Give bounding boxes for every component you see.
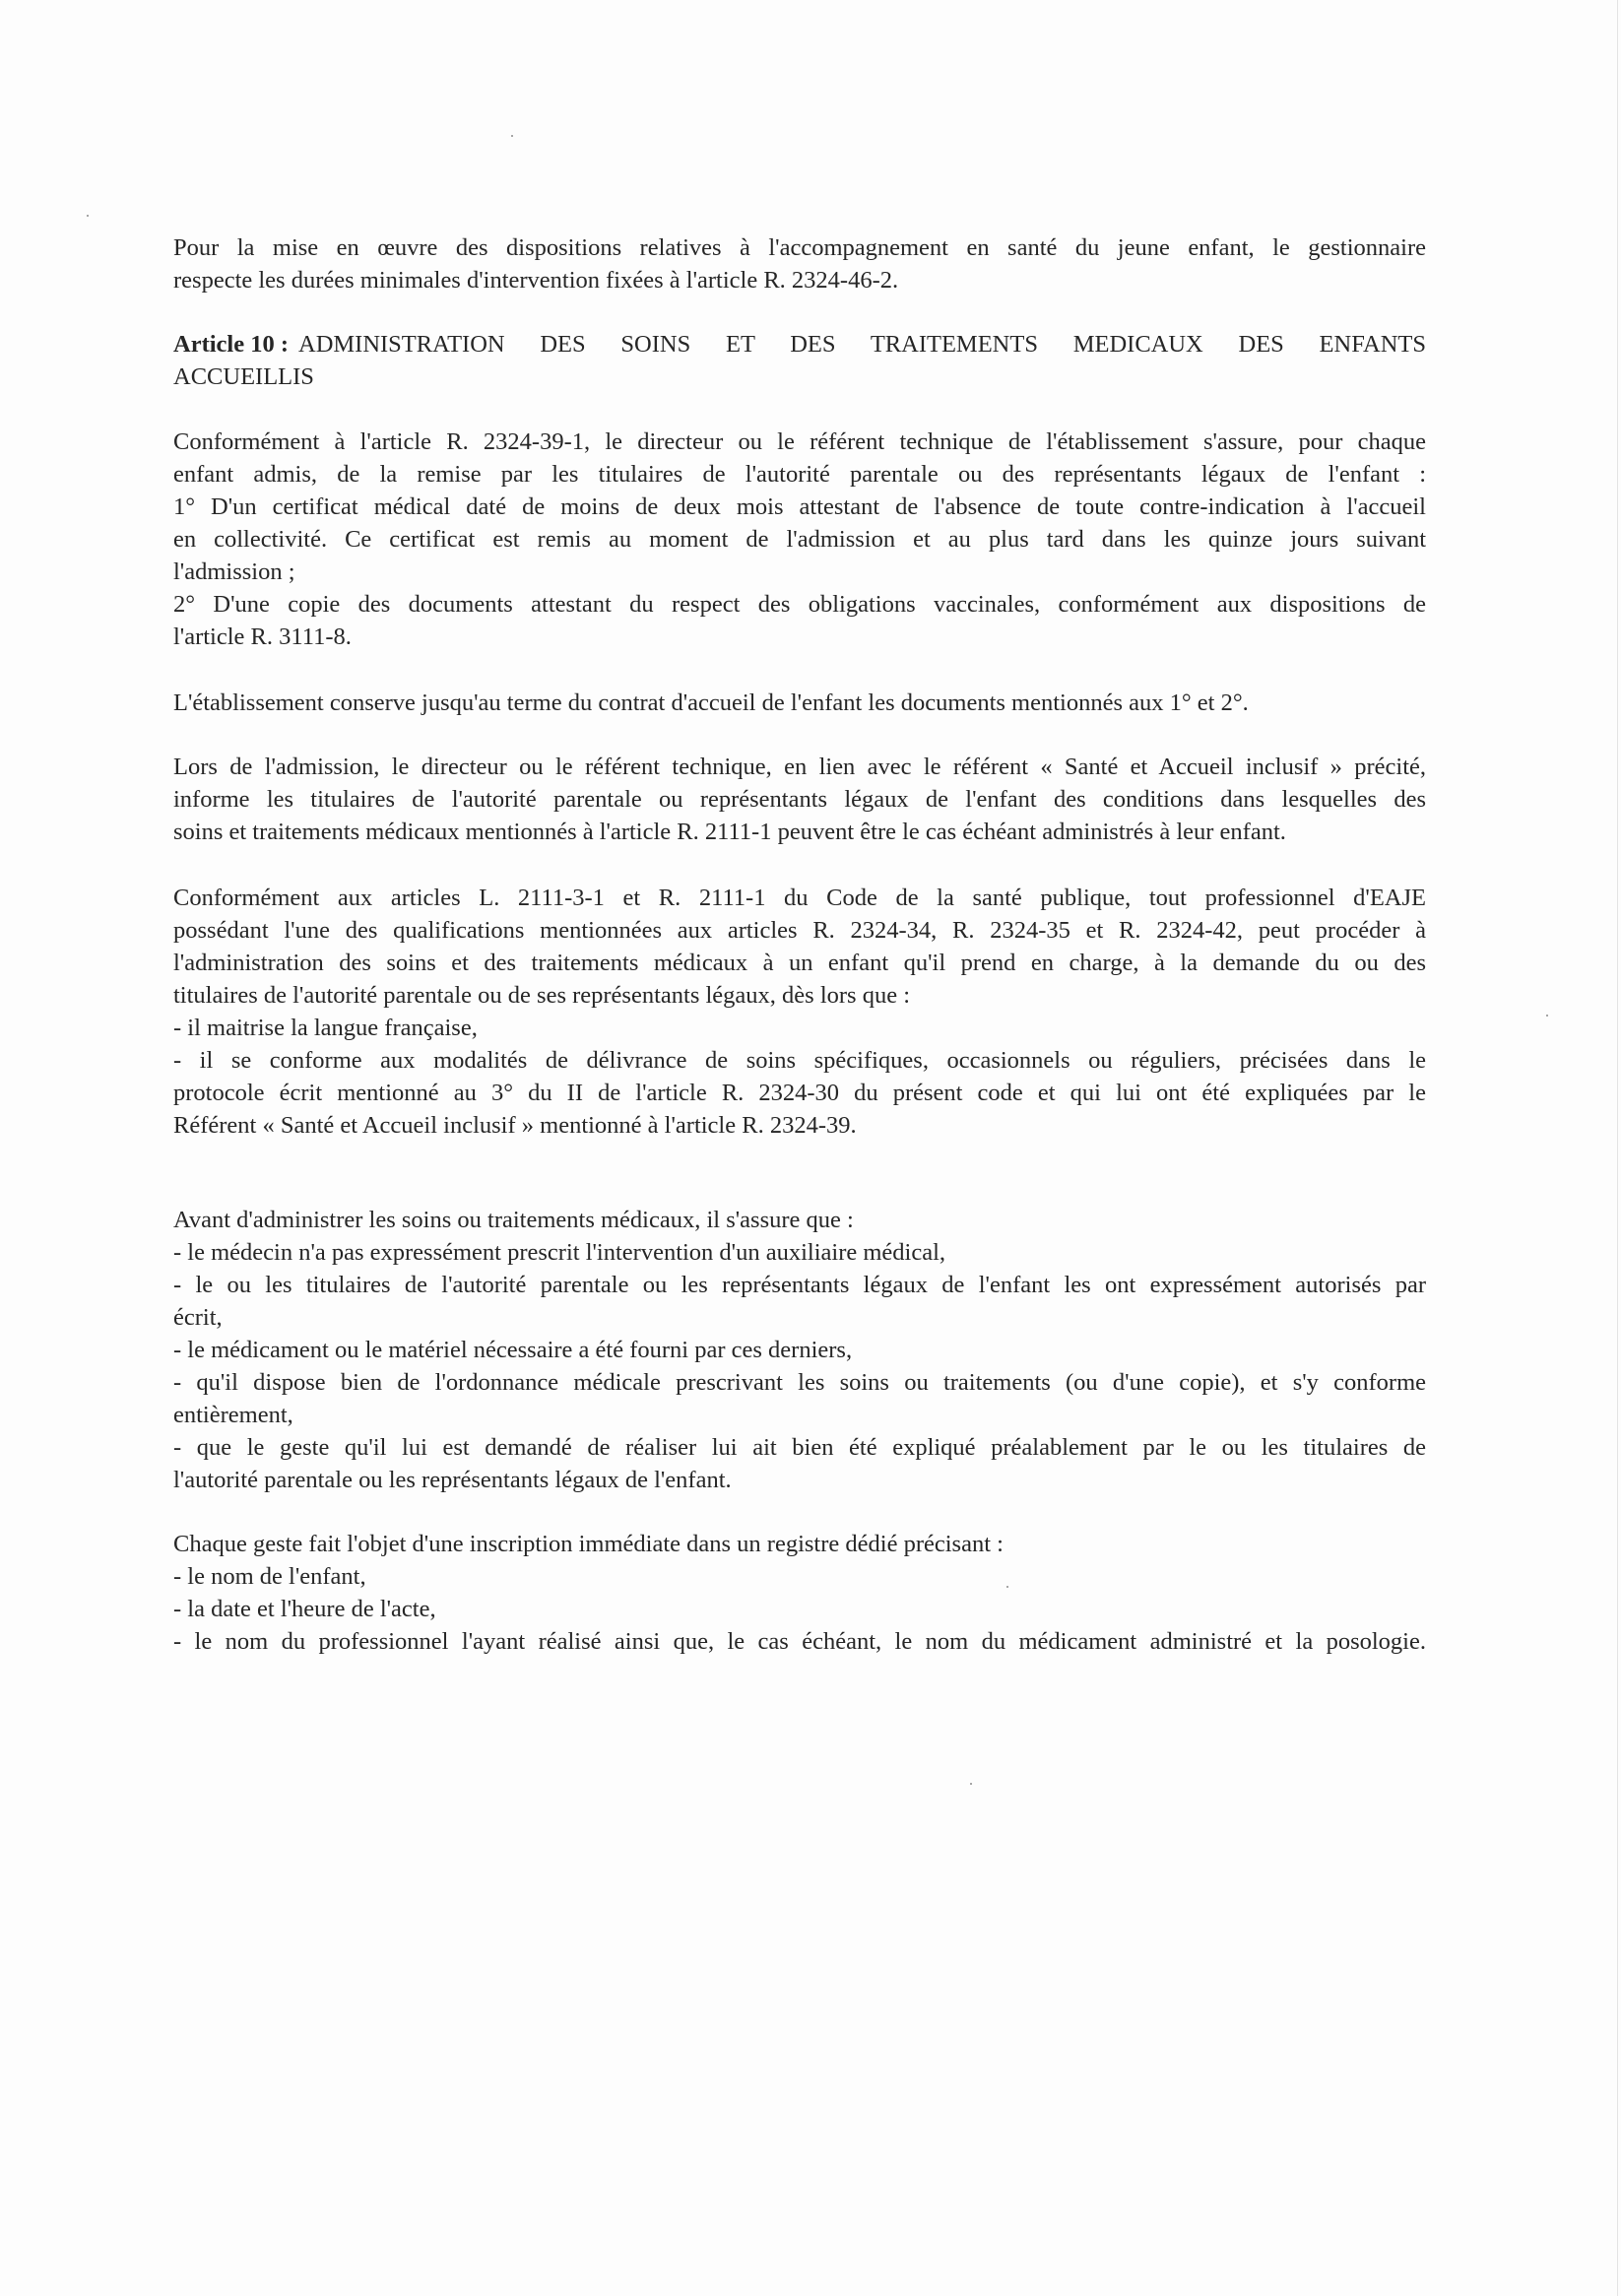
text-line: l'autorité parentale ou les représentants légaux de l'enfant. [173, 1467, 732, 1493]
text-line: en collectivité. Ce certificat est remis au moment de l'admission et au plus tard dans les quinze jours suivant [173, 526, 1426, 553]
text-line: enfant admis, de la remise par les titulaires de l'autorité parentale ou des représentants légaux de l'enfant : [173, 461, 1426, 488]
text-line: écrit, [173, 1304, 223, 1331]
paragraph-admission-documents [173, 426, 1426, 653]
text-line: entièrement, [173, 1402, 293, 1428]
text-line: l'admission ; [173, 558, 295, 585]
text-line: Conformément à l'article R. 2324-39-1, le directeur ou le référent technique de l'établissement s'assure, pour chaque [173, 428, 1426, 455]
text-line: possédant l'une des qualifications mentionnées aux articles R. 2324-34, R. 2324-35 et R. 2324-42, peut procéder à [173, 917, 1426, 944]
article-title: ADMINISTRATION DES SOINS ET DES TRAITEMENTS MEDICAUX DES ENFANTS [298, 331, 1426, 358]
text-line: - le ou les titulaires de l'autorité parentale ou les représentants légaux de l'enfant les ont expressément autorisés par [173, 1272, 1426, 1298]
article-heading-line [173, 328, 1426, 361]
text-line: 1° D'un certificat médical daté de moins de deux mois attestant de l'absence de toute contre-indication à l'accueil [173, 493, 1426, 520]
text-line: protocole écrit mentionné au 3° du II de l'article R. 2324-30 du présent code et qui lui ont été expliquées par le [173, 1080, 1426, 1106]
text-line: - le médicament ou le matériel nécessaire a été fourni par ces derniers, [173, 1337, 853, 1363]
text-line: - il se conforme aux modalités de délivrance de soins spécifiques, occasionnels ou réguliers, précisées dans le [173, 1047, 1426, 1074]
text-line: - le médecin n'a pas expressément prescrit l'intervention d'un auxiliaire médical, [173, 1239, 946, 1266]
text-line: informe les titulaires de l'autorité parentale ou représentants légaux de l'enfant des conditions dans lesquelles des [173, 786, 1426, 813]
text-line: 2° D'une copie des documents attestant du respect des obligations vaccinales, conformément aux dispositions de [173, 591, 1426, 618]
scan-edge-line [1617, 0, 1618, 2296]
text-line: - le nom de l'enfant, [173, 1563, 366, 1590]
text-line: soins et traitements médicaux mentionnés à l'article R. 2111-1 peuvent être le cas échéant administrés à leur enfant. [173, 819, 1286, 845]
text-line: Avant d'administrer les soins ou traitements médicaux, il s'assure que : [173, 1207, 854, 1233]
text-line: Pour la mise en œuvre des dispositions relatives à l'accompagnement en santé du jeune enfant, le gestionnaire [173, 234, 1426, 261]
paragraph-professional-conditions [173, 882, 1426, 1142]
scan-speck [1546, 1015, 1548, 1017]
text-line: Conformément aux articles L. 2111-3-1 et R. 2111-1 du Code de la santé publique, tout professionnel d'EAJE [173, 885, 1426, 911]
text-line: Chaque geste fait l'objet d'une inscription immédiate dans un registre dédié précisant : [173, 1531, 1004, 1557]
text-line: - le nom du professionnel l'ayant réalisé ainsi que, le cas échéant, le nom du médicament administré et la posologie. [173, 1628, 1426, 1655]
text-line: Lors de l'admission, le directeur ou le référent technique, en lien avec le référent « Santé et Accueil inclusif » précité, [173, 754, 1426, 780]
text-line: - la date et l'heure de l'acte, [173, 1596, 436, 1622]
text-line: l'article R. 3111-8. [173, 623, 352, 650]
paragraph-admission-information [173, 751, 1426, 848]
text-line: titulaires de l'autorité parentale ou de ses représentants légaux, dès lors que : [173, 982, 911, 1009]
paragraph-registry [173, 1528, 1426, 1658]
intro-paragraph [173, 231, 1426, 296]
scan-speck [511, 135, 513, 137]
text-line: - que le geste qu'il lui est demandé de réaliser lui ait bien été expliqué préalablement par le ou les titulaires de [173, 1434, 1426, 1461]
text-line: Référent « Santé et Accueil inclusif » mentionné à l'article R. 2324-39. [173, 1112, 857, 1139]
text-line: l'administration des soins et des traitements médicaux à un enfant qu'il prend en charge, à la demande du ou des [173, 950, 1426, 976]
scan-speck [87, 215, 89, 217]
scan-speck [970, 1783, 972, 1785]
article-title-continued: ACCUEILLIS [173, 363, 314, 390]
paragraph-pre-administration-checks [173, 1204, 1426, 1496]
paragraph-document-retention [173, 687, 1426, 719]
text-line: L'établissement conserve jusqu'au terme du contrat d'accueil de l'enfant les documents mentionnés aux 1° et 2°. [173, 689, 1249, 716]
text-line: - qu'il dispose bien de l'ordonnance médicale prescrivant les soins ou traitements (ou d'une copie), et s'y conforme [173, 1369, 1426, 1396]
article-heading [173, 328, 1426, 393]
text-line: - il maitrise la langue française, [173, 1015, 478, 1041]
text-line: respecte les durées minimales d'intervention fixées à l'article R. 2324-46-2. [173, 267, 899, 294]
article-number: Article 10 : [173, 331, 289, 358]
